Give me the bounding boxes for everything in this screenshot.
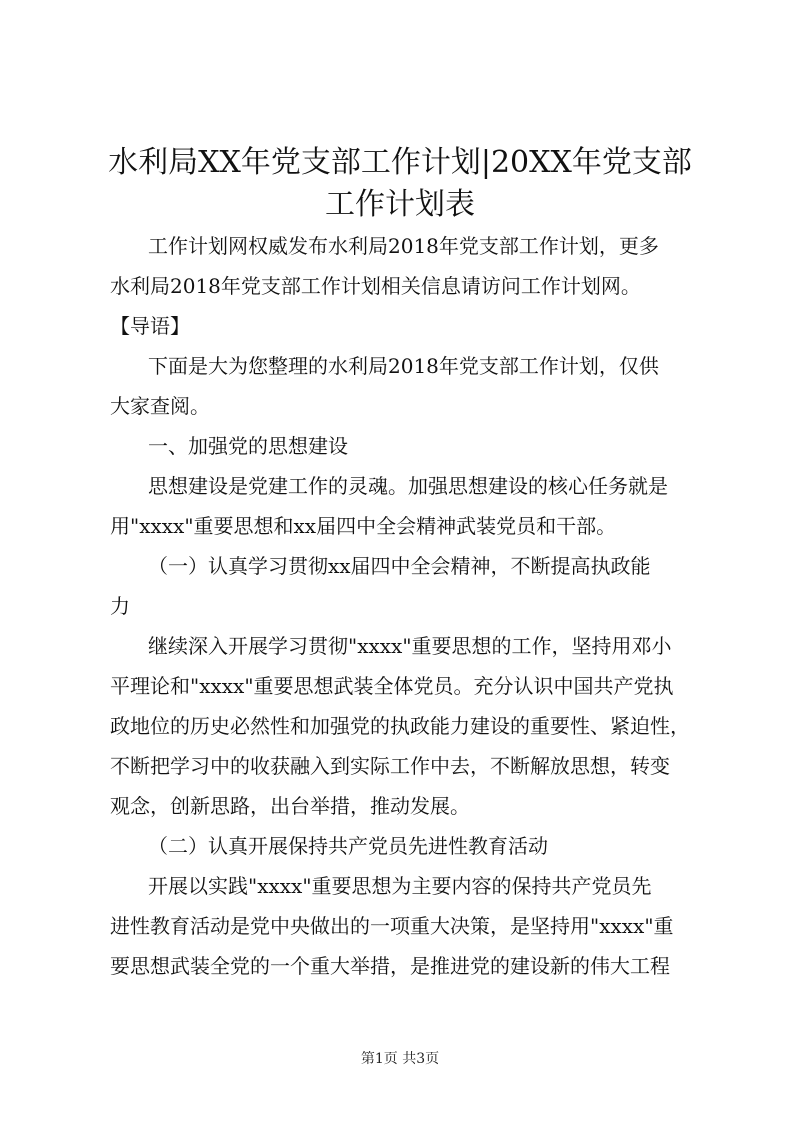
paragraph-line: 政地位的历史必然性和加强党的执政能力建设的重要性、紧迫性， [110, 714, 690, 738]
section-heading: 一、加强党的思想建设 [148, 434, 348, 458]
document-title-line-2: 工作计划表 [325, 187, 475, 222]
document-title-line-1: 水利局XX年党支部工作计划|20XX年党支部 [108, 145, 692, 180]
paragraph-line: 下面是大为您整理的水利局2018年党支部工作计划，仅供 [148, 354, 659, 378]
paragraph-line: 开展以实践"xxxx"重要思想为主要内容的保持共产党员先 [148, 874, 652, 898]
paragraph-line: 进性教育活动是党中央做出的一项重大决策，是坚持用"xxxx"重 [110, 914, 674, 938]
paragraph-line: 要思想武装全党的一个重大举措，是推进党的建设新的伟大工程 [110, 954, 670, 978]
paragraph-line: 思想建设是党建工作的灵魂。加强思想建设的核心任务就是 [148, 474, 668, 498]
page-number-footer: 第1页 共3页 [360, 1051, 440, 1067]
subsection-heading-continued: 力 [110, 594, 130, 618]
paragraph-line: 【导语】 [110, 314, 190, 338]
paragraph-line: 工作计划网权威发布水利局2018年党支部工作计划，更多 [148, 234, 659, 258]
paragraph-line: 观念，创新思路，出台举措，推动发展。 [110, 794, 470, 818]
paragraph-line: 继续深入开展学习贯彻"xxxx"重要思想的工作，坚持用邓小 [148, 634, 672, 658]
subsection-heading: （二）认真开展保持共产党员先进性教育活动 [148, 834, 548, 858]
paragraph-line: 用"xxxx"重要思想和xx届四中全会精神武装党员和干部。 [110, 514, 617, 538]
subsection-heading: （一）认真学习贯彻xx届四中全会精神，不断提高执政能 [148, 554, 651, 578]
paragraph-line: 不断把学习中的收获融入到实际工作中去，不断解放思想，转变 [110, 754, 670, 778]
paragraph-line: 平理论和"xxxx"重要思想武装全体党员。充分认识中国共产党执 [110, 674, 674, 698]
paragraph-line: 水利局2018年党支部工作计划相关信息请访问工作计划网。 [110, 274, 641, 298]
paragraph-line: 大家查阅。 [110, 394, 210, 418]
